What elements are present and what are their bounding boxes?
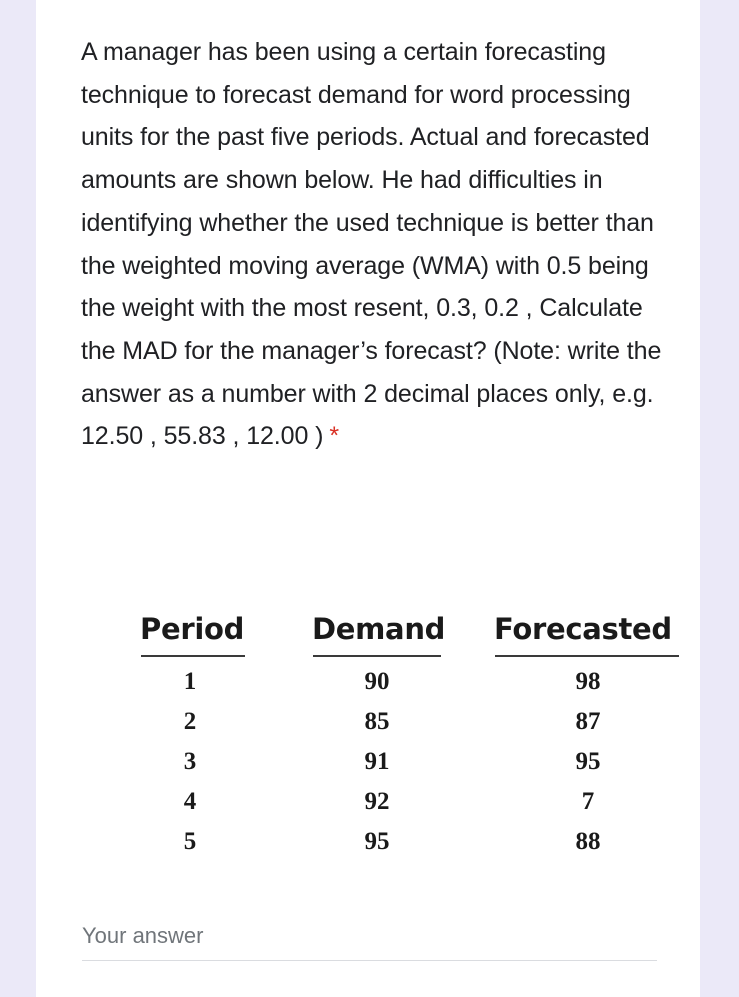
- question-card: [36, 0, 700, 997]
- header-period: Period: [140, 612, 245, 646]
- forecasted-column: [565, 662, 611, 862]
- answer-input-underline[interactable]: [82, 960, 657, 961]
- required-asterisk: *: [329, 422, 339, 451]
- forecasted-cell: 87: [575, 708, 601, 735]
- header-underline-demand: [313, 655, 441, 657]
- period-cell: 5: [183, 828, 197, 855]
- forecasted-cell: 88: [575, 828, 601, 855]
- demand-cell: 90: [364, 668, 390, 695]
- period-cell: 4: [183, 788, 197, 815]
- data-table-image: [98, 612, 672, 862]
- demand-cell: 91: [364, 748, 390, 775]
- header-demand: Demand: [312, 612, 446, 646]
- header-underline-forecasted: [495, 655, 679, 657]
- question-body: A manager has been using a certain forecasting technique to forecast demand for word processing units for the past five periods. Actual and forecasted amounts are shown below. He had difficulties in identifying whether the used technique is better than the weighted moving average (WMA) with 0.5 being the weight with the most resent, 0.3, 0.2 , Calculate the MAD for the manager’s forecast? (Note: write the answer as a number with 2 decimal places only, e.g. 12.50 , 55.83 , 12.00 ): [81, 38, 662, 451]
- demand-cell: 92: [364, 788, 390, 815]
- answer-input[interactable]: Your answer: [82, 923, 204, 948]
- demand-cell: 85: [364, 708, 390, 735]
- period-cell: 3: [183, 748, 197, 775]
- header-forecasted: Forecasted: [494, 612, 672, 646]
- header-underline-period: [141, 655, 245, 657]
- period-column: [170, 662, 210, 862]
- demand-column: [354, 662, 400, 862]
- demand-cell: 95: [364, 828, 390, 855]
- forecasted-cell: 98: [575, 668, 601, 695]
- period-cell: 2: [183, 708, 197, 735]
- period-cell: 1: [183, 668, 197, 695]
- forecasted-cell: 95: [575, 748, 601, 775]
- forecasted-cell: 7: [581, 788, 595, 815]
- question-text: [81, 31, 681, 458]
